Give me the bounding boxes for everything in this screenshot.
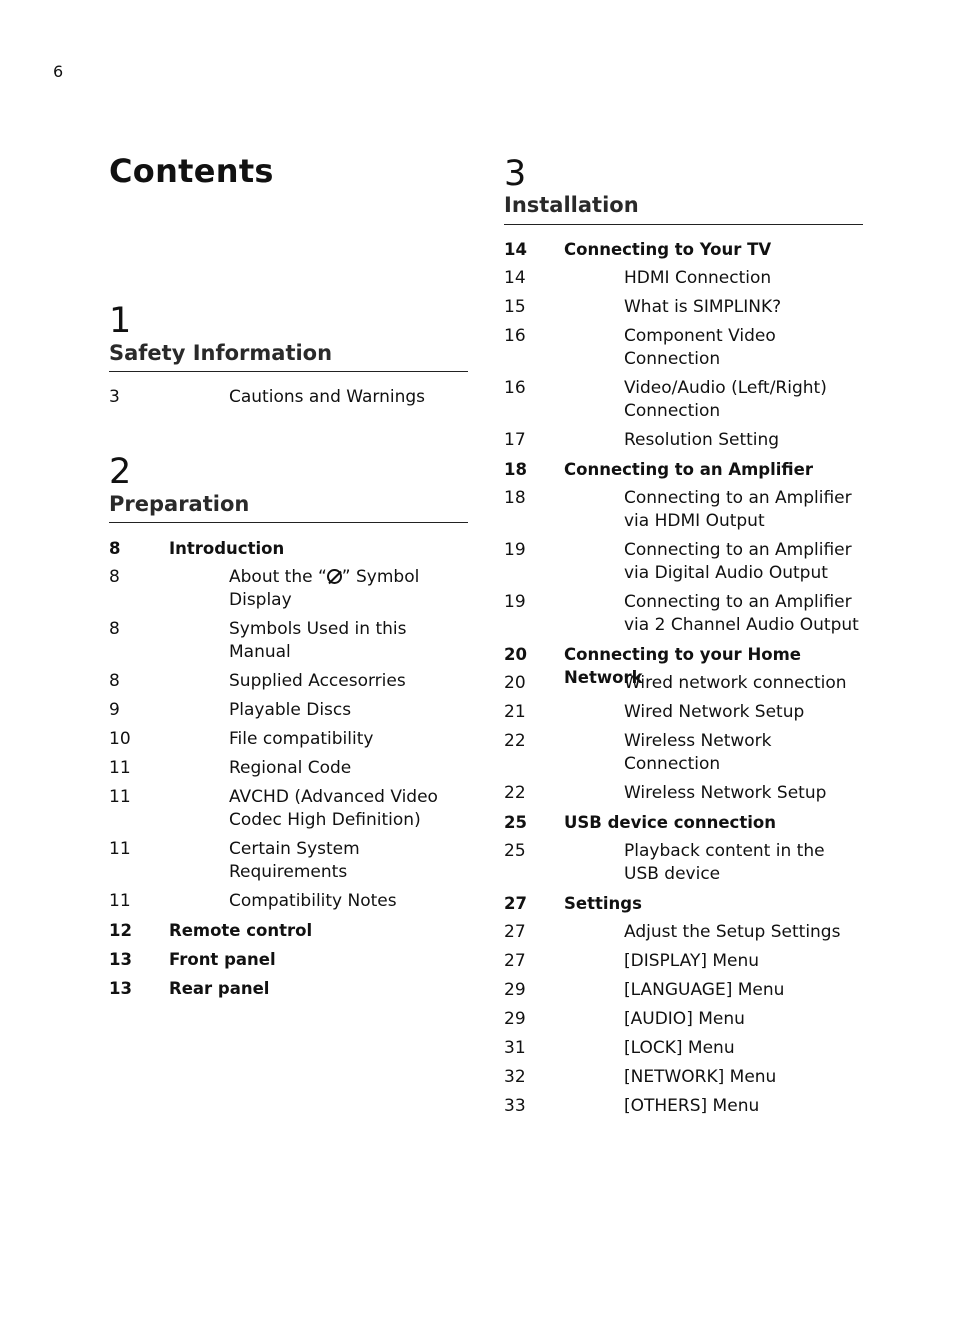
section-divider	[109, 522, 468, 523]
toc-entry	[504, 840, 863, 892]
toc-entry-page: 14	[504, 268, 526, 288]
toc-entry-page: 19	[504, 540, 526, 560]
toc-entry-title: USB device connection	[564, 813, 776, 832]
toc-entry	[109, 728, 468, 757]
section-divider	[109, 371, 468, 372]
toc-entry-title: Connecting to an Amplifier via Digital Audio Output	[624, 540, 852, 583]
toc-entry	[109, 537, 468, 566]
toc-entry-title: Cautions and Warnings	[229, 387, 426, 407]
section-title: Installation	[504, 193, 639, 217]
toc-entry	[504, 487, 863, 539]
toc-entry	[504, 267, 863, 296]
contents-title: Contents	[109, 152, 274, 190]
section-title: Preparation	[109, 492, 250, 516]
toc-entry-page: 8	[109, 567, 120, 587]
toc-entry	[504, 672, 863, 701]
toc-entry-page: 11	[109, 839, 131, 859]
toc-entry	[109, 386, 468, 415]
toc-entry-title: Connecting to an Amplifier	[564, 460, 813, 479]
toc-entry-page: 22	[504, 731, 526, 751]
toc-entries	[109, 386, 468, 415]
toc-entry-page: 17	[504, 430, 526, 450]
toc-entry-title: Settings	[564, 894, 642, 913]
toc-entry-page: 27	[504, 951, 526, 971]
toc-entry-page: 18	[504, 488, 526, 508]
toc-entry-title: HDMI Connection	[624, 268, 772, 288]
toc-entry	[504, 539, 863, 591]
toc-entry-page: 25	[504, 841, 526, 861]
toc-entry-page: 20	[504, 673, 526, 693]
toc-entry-page: 13	[109, 950, 132, 969]
toc-entry	[504, 1008, 863, 1037]
toc-entry	[504, 429, 863, 458]
toc-entry-title: [NETWORK] Menu	[624, 1067, 777, 1087]
toc-entry-page: 27	[504, 894, 527, 913]
toc-entry-page: 13	[109, 979, 132, 998]
toc-entry-title: Regional Code	[229, 758, 352, 778]
toc-entry-title: [AUDIO] Menu	[624, 1009, 745, 1029]
toc-entry-title: Playback content in the USB device	[624, 841, 825, 884]
toc-entry-page: 12	[109, 921, 132, 940]
toc-entry	[504, 730, 863, 782]
toc-entry	[504, 325, 863, 377]
toc-entry	[504, 701, 863, 730]
toc-entry-page: 27	[504, 922, 526, 942]
toc-entry-page: 32	[504, 1067, 526, 1087]
toc-entry-title: Adjust the Setup Settings	[624, 922, 841, 942]
toc-entry-page: 11	[109, 787, 131, 807]
toc-entry-title: Component Video Connection	[624, 326, 776, 369]
toc-entry-page: 31	[504, 1038, 526, 1058]
toc-entry-page: 16	[504, 326, 526, 346]
toc-entry	[109, 757, 468, 786]
toc-entry	[504, 892, 863, 921]
toc-entry	[504, 1095, 863, 1124]
toc-entry-title: Compatibility Notes	[229, 891, 397, 911]
toc-entry-page: 10	[109, 729, 131, 749]
toc-entry-title: Front panel	[169, 950, 276, 969]
toc-entry	[504, 1066, 863, 1095]
toc-entry-title: [LANGUAGE] Menu	[624, 980, 785, 1000]
toc-entry-page: 29	[504, 1009, 526, 1029]
section-number: 1	[109, 301, 132, 341]
toc-entry-page: 8	[109, 539, 121, 558]
toc-entry-page: 25	[504, 813, 527, 832]
toc-entry-title: File compatibility	[229, 729, 374, 749]
toc-entry-title: Wireless Network Setup	[624, 783, 827, 803]
toc-entry	[504, 921, 863, 950]
section-number: 2	[109, 452, 132, 492]
toc-entry	[504, 591, 863, 643]
toc-entry-title: Resolution Setting	[624, 430, 780, 450]
toc-entry-title: Connecting to an Amplifier via HDMI Output	[624, 488, 852, 531]
toc-entry-page: 8	[109, 671, 120, 691]
toc-entries	[109, 537, 468, 1006]
toc-entry-page: 29	[504, 980, 526, 1000]
toc-entry	[109, 786, 468, 838]
toc-entry	[109, 618, 468, 670]
toc-entry-page: 8	[109, 619, 120, 639]
toc-entry	[109, 699, 468, 728]
toc-entry-title	[229, 566, 468, 612]
toc-entry-title: Introduction	[169, 539, 285, 558]
toc-entry	[109, 977, 468, 1006]
toc-entry-page: 20	[504, 645, 527, 664]
toc-entry	[504, 1037, 863, 1066]
toc-entry-title: Connecting to an Amplifier via 2 Channel Audio Output	[624, 592, 859, 635]
toc-entry	[109, 919, 468, 948]
toc-entry-title: Wired network connection	[624, 673, 847, 693]
toc-entry-title: What is SIMPLINK?	[624, 297, 782, 317]
toc-entry-title: Certain System Requirements	[229, 839, 360, 882]
toc-entry-page: 16	[504, 378, 526, 398]
toc-entry	[109, 566, 468, 618]
section-title: Safety Information	[109, 341, 333, 365]
toc-entry-page: 3	[109, 387, 120, 407]
toc-entry-title: [LOCK] Menu	[624, 1038, 735, 1058]
toc-entry	[109, 890, 468, 919]
toc-entry	[504, 782, 863, 811]
toc-entry-page: 21	[504, 702, 526, 722]
section-number: 3	[504, 154, 527, 194]
prohibited-symbol-icon	[327, 569, 342, 584]
toc-entry-title: Connecting to your Home Network	[564, 645, 801, 687]
toc-entry-title: AVCHD (Advanced Video Codec High Definition)	[229, 787, 438, 830]
toc-entry	[504, 238, 863, 267]
toc-entry	[504, 950, 863, 979]
toc-entry-title: [DISPLAY] Menu	[624, 951, 760, 971]
toc-entry-title: Supplied Accesorries	[229, 671, 406, 691]
toc-entry-title-part: ” Symbol Display	[229, 567, 420, 610]
toc-entry-page: 19	[504, 592, 526, 612]
toc-entry	[109, 670, 468, 699]
toc-entry-page: 11	[109, 758, 131, 778]
toc-entry-page: 9	[109, 700, 120, 720]
toc-entry-title: [OTHERS] Menu	[624, 1096, 760, 1116]
toc-entry-title-part: About the “	[229, 567, 327, 587]
toc-entry-title: Wired Network Setup	[624, 702, 805, 722]
toc-entry	[504, 811, 863, 840]
toc-entry	[504, 377, 863, 429]
toc-entry-page: 33	[504, 1096, 526, 1116]
toc-entry	[109, 838, 468, 890]
toc-entry	[504, 296, 863, 325]
toc-entry-title: Connecting to Your TV	[564, 240, 772, 259]
toc-entry-title: Remote control	[169, 921, 313, 940]
toc-entries	[504, 238, 863, 1124]
toc-entry-page: 15	[504, 297, 526, 317]
toc-entry-page: 14	[504, 240, 527, 259]
toc-entry-title: Rear panel	[169, 979, 270, 998]
section-divider	[504, 224, 863, 225]
toc-entry-page: 18	[504, 460, 527, 479]
toc-entry-title: Video/Audio (Left/Right) Connection	[624, 378, 827, 421]
toc-entry-title: Wireless Network Connection	[624, 731, 772, 774]
toc-entry-page: 22	[504, 783, 526, 803]
toc-entry	[504, 979, 863, 1008]
toc-entry	[109, 948, 468, 977]
toc-entry-page: 11	[109, 891, 131, 911]
toc-entry-title: Symbols Used in this Manual	[229, 619, 407, 662]
toc-entry-title: Playable Discs	[229, 700, 352, 720]
toc-entry	[504, 458, 863, 487]
page-number: 6	[53, 62, 64, 81]
